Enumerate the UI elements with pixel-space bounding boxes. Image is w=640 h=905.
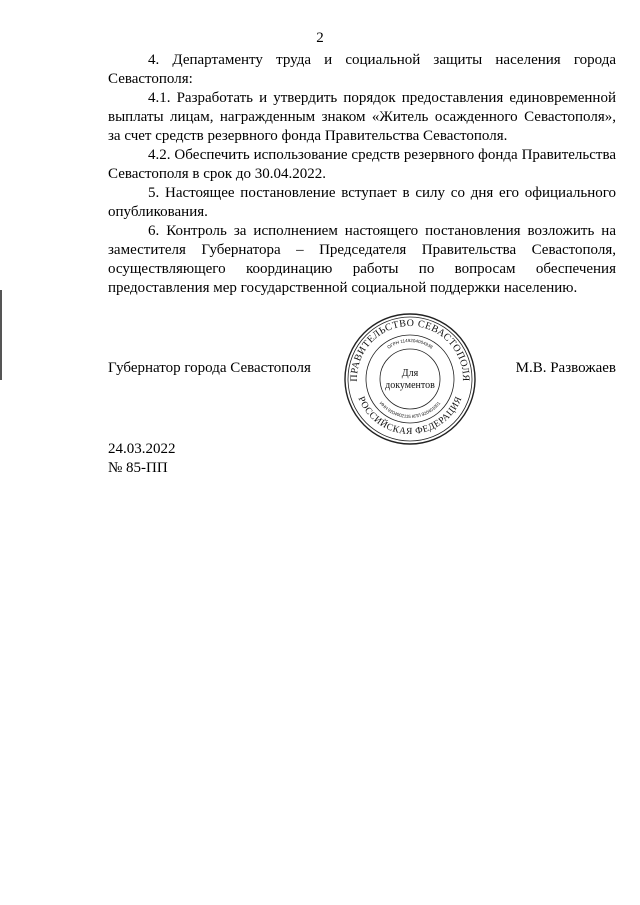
paragraph-4-1: 4.1. Разработать и утвердить порядок предоставления единовременной выплаты лицам, награжденным знаком «Житель осажденного Севастополя», за счет средств резервного фонда Правительства Севастополя. xyxy=(108,90,616,144)
seal-inner-bottom-text: ИНН 9204002115 КПП 920401001 xyxy=(378,400,442,420)
seal-outer-bottom-text: РОССИЙСКАЯ ФЕДЕРАЦИЯ xyxy=(355,395,465,438)
signatory-position: Губернатор города Севастополя xyxy=(108,360,311,376)
signatory-name: М.В. Развожаев xyxy=(515,360,616,376)
seal-outer-top-text: ПРАВИТЕЛЬСТВО СЕВАСТОПОЛЯ xyxy=(348,317,472,382)
page-number: 2 xyxy=(316,30,324,46)
document-number: № 85-ПП xyxy=(108,460,168,476)
document-date: 24.03.2022 xyxy=(108,441,176,457)
svg-text:ОГРН 1149204004938 xyxy=(386,338,434,350)
seal-center-line1: Для xyxy=(401,368,419,379)
official-seal xyxy=(343,312,477,446)
document-date-and-number xyxy=(108,440,176,478)
seal-inner-top-text: ОГРН 1149204004938 xyxy=(386,337,434,350)
page-edge-mark xyxy=(0,290,2,380)
paragraph-4-2: 4.2. Обеспечить использование средств резервного фонда Правительства Севастополя в срок до 30.04.2022. xyxy=(108,147,616,182)
paragraph-5: 5. Настоящее постановление вступает в силу со дня его официального опубликования. xyxy=(108,185,616,220)
document-body xyxy=(108,51,616,298)
paragraph-4: 4. Департаменту труда и социальной защиты населения города Севастополя: xyxy=(108,52,616,87)
paragraph-6: 6. Контроль за исполнением настоящего постановления возложить на заместителя Губернатора – Председателя Правительства Севастополя, осуществляющего координацию работы по вопросам обеспечения предоставления мер государственной социальной поддержки населению. xyxy=(108,223,616,296)
svg-text:ИНН 9204002115 КПП 920401001 xyxy=(379,400,442,419)
seal-center-line2: документов xyxy=(385,380,435,391)
